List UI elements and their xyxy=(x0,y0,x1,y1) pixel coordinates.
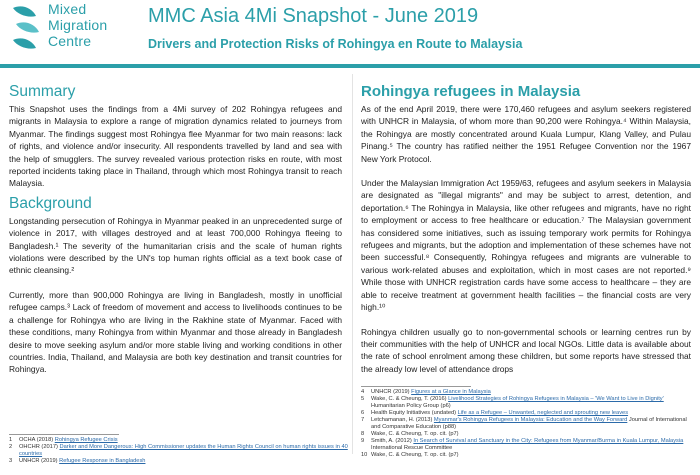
footnote-suffix: Humanitarian Policy Group (p6) xyxy=(371,403,451,409)
footnote-number: 7 xyxy=(361,417,365,423)
footnote-number: 2 xyxy=(9,444,13,450)
footnote-link[interactable]: Rohingya Refugee Crisis xyxy=(54,437,118,443)
footnote-link[interactable]: In Search of Survival and Sanctuary in the City: Refugees from Myanmar/Burma in Kuala Lumpur, Malaysia xyxy=(413,438,684,444)
footnote-text xyxy=(19,458,145,465)
footnotes-left xyxy=(9,437,349,465)
footnote-number: 4 xyxy=(361,389,365,395)
footnote-5 xyxy=(361,396,691,410)
footnote-link[interactable]: Darker and More Dangerous: High Commissioner updates the Human Rights Council on human rights issues in 40 countries xyxy=(19,444,348,457)
summary-paragraph: This Snapshot uses the findings from a 4Mi survey of 202 Rohingya refugees and migrants in Malaysia to explore a range of migration dynamics related to journeys from Myanmar. The findings suggest most Rohingya flee Myanmar for two main reasons: lack of rights, and violence and/or insecurity. All respondents travelled by land and sea with the help of smugglers. The survey revealed various protection risks en route, with most reported incidents taking place in Thailand, through which most Rohingya transit to reach Malaysia. xyxy=(9,104,342,189)
footnote-source: Smith, A. (2012) xyxy=(371,438,414,444)
footnote-number: 3 xyxy=(9,458,13,464)
footnote-source: Wake, C. & Cheung, T. op. cit. (p7) xyxy=(371,452,459,458)
footnotes-right xyxy=(361,389,691,459)
footnote-text xyxy=(371,410,628,417)
footnote-number: 6 xyxy=(361,410,365,416)
footnote-source: UNHCR (2019) xyxy=(371,389,412,395)
footnote-8 xyxy=(361,431,691,438)
column-divider xyxy=(352,74,353,454)
footnote-source: OHCHR (2017) xyxy=(19,444,60,450)
document-subtitle: Drivers and Protection Risks of Rohingya en Route to Malaysia xyxy=(148,37,523,51)
logo-text-line-1: Mixed xyxy=(48,1,87,17)
background-heading: Background xyxy=(9,194,92,212)
footnote-1 xyxy=(9,437,349,444)
logo-text-line-3: Centre xyxy=(48,33,92,49)
footnote-source: OCHA (2018) xyxy=(19,437,55,443)
footnote-text xyxy=(19,437,118,444)
footnote-10 xyxy=(361,452,691,459)
page-header xyxy=(0,0,700,62)
footnote-number: 5 xyxy=(361,396,365,402)
footnote-source: Wake, C. & Cheung, T. op. cit. (p7) xyxy=(371,431,459,437)
footnote-source: Health Equity Initiatives (undated) xyxy=(371,410,458,416)
logo-text-line-2: Migration xyxy=(48,17,108,33)
malaysia-paragraph-1: As of the end April 2019, there were 170,460 refugees and asylum seekers registered with UNHCR in Malaysia, of whom more than 90,200 were Rohingya.⁴ Within Malaysia, the Rohingya are mostly concentrated around Kuala Lumpur, Klang Valley, and Pulau Pinang.⁵ The country has ratified neither the 1951 Refugee Convention nor the 1967 New York Protocol. xyxy=(361,104,691,164)
malaysia-paragraph-2: Under the Malaysian Immigration Act 1959/63, refugees and asylum seekers in Malaysia are designated as "illegal migrants" and may be subject to arrest, detention, and deportation.⁶ The Rohingya in Malaysia, like other refugees and migrants, have no right to employment or access to free healthcare or education.⁷ The Malaysian government has considered some initiatives, such as issuing temporary work permits for Rohingya refugees and migrants, but the adoption and implementation of these schemes have not been successful.⁸ Consequently, Rohingya refugees and migrants are vulnerable to various work-related abuses and exploitation, which in most cases are not reported.⁹ While those with UNHCR registration cards have some access to healthcare – they are able to receive treatment at government health facilities – the financial costs are very high.¹⁰ xyxy=(361,178,691,313)
background-paragraph-2: Currently, more than 900,000 Rohingya are living in Bangladesh, mostly in unofficial refugee camps.³ Lack of freedom of movement and access to livelihoods continues to be a challenge for Rohingya who are living in the Rakhine state of Myanmar. Faced with these conditions, many Rohingya from within Myanmar and those already in Bangladesh desire to move seeking asylum and/or more stable living and working conditions in other countries. India, Thailand, and Malaysia are both key destination and transit countries for Rohingya. xyxy=(9,289,342,375)
footnote-2 xyxy=(9,444,349,458)
footnote-rule-right xyxy=(361,386,471,387)
left-column xyxy=(9,82,342,388)
footnote-source: Letchamanan, H. (2013) xyxy=(371,417,434,423)
mmc-logo-mark-icon xyxy=(10,2,44,54)
footnote-suffix: International Rescue Committee xyxy=(371,445,453,451)
background-paragraph-1: Longstanding persecution of Rohingya in Myanmar peaked in an unprecedented surge of violence in 2017, with villages destroyed and at least 700,000 Rohingya fleeing to Bangladesh.¹ The severity of the humanitarian crisis and the scale of human rights violations were described by the UN's top human rights official as a text book case of ethnic cleansing.² xyxy=(9,215,342,276)
footnote-text xyxy=(371,396,691,410)
footnote-text xyxy=(19,444,349,458)
footnote-link[interactable]: Myanmar's Rohingya Refugees in Malaysia: Education and the Way Forward xyxy=(433,417,628,423)
footnote-number: 1 xyxy=(9,437,13,443)
footnote-suffix: Journal of International and Comparative Education (p88) xyxy=(371,417,687,430)
mmc-logo xyxy=(10,0,120,58)
footnote-link[interactable]: Figures at a Glance in Malaysia xyxy=(411,389,491,395)
footnote-number: 8 xyxy=(361,431,365,437)
footnote-link[interactable]: Livelihood Strategies of Rohingya Refugees in Malaysia – 'We Want to Live in Dignity' xyxy=(448,396,664,402)
right-column xyxy=(361,82,691,387)
footnote-source: Wake, C. & Cheung, T. (2016) xyxy=(371,396,449,402)
footnote-6 xyxy=(361,410,691,417)
malaysia-paragraph-3: Rohingya children usually go to non-governmental schools or learning centres run by their communities with the help of UNHCR and local NGOs. Little data is available about the rate of school enrolment among these children, but some reports have stressed that the already low level of attendance drops xyxy=(361,326,691,374)
footnote-text xyxy=(371,389,491,396)
footnote-3 xyxy=(9,458,349,465)
footnote-4 xyxy=(361,389,691,396)
footnote-number: 9 xyxy=(361,438,365,444)
footnote-link[interactable]: Life as a Refugee – Unwanted, neglected and sprouting new leaves xyxy=(457,410,629,416)
summary-heading: Summary xyxy=(9,83,76,100)
footnote-text xyxy=(371,438,691,452)
document-title: MMC Asia 4Mi Snapshot - June 2019 xyxy=(148,5,479,27)
footnote-source: UNHCR (2019) xyxy=(19,458,60,464)
footnote-text xyxy=(371,417,691,431)
footnote-text xyxy=(371,431,459,438)
footnote-text xyxy=(371,452,459,459)
malaysia-heading: Rohingya refugees in Malaysia xyxy=(361,83,581,100)
footnote-number: 10 xyxy=(361,452,368,458)
footnote-9 xyxy=(361,438,691,452)
header-rule xyxy=(0,64,700,68)
footnote-rule-left xyxy=(9,434,119,435)
footnote-7 xyxy=(361,417,691,431)
footnote-link[interactable]: Refugee Response in Bangladesh xyxy=(59,458,146,464)
